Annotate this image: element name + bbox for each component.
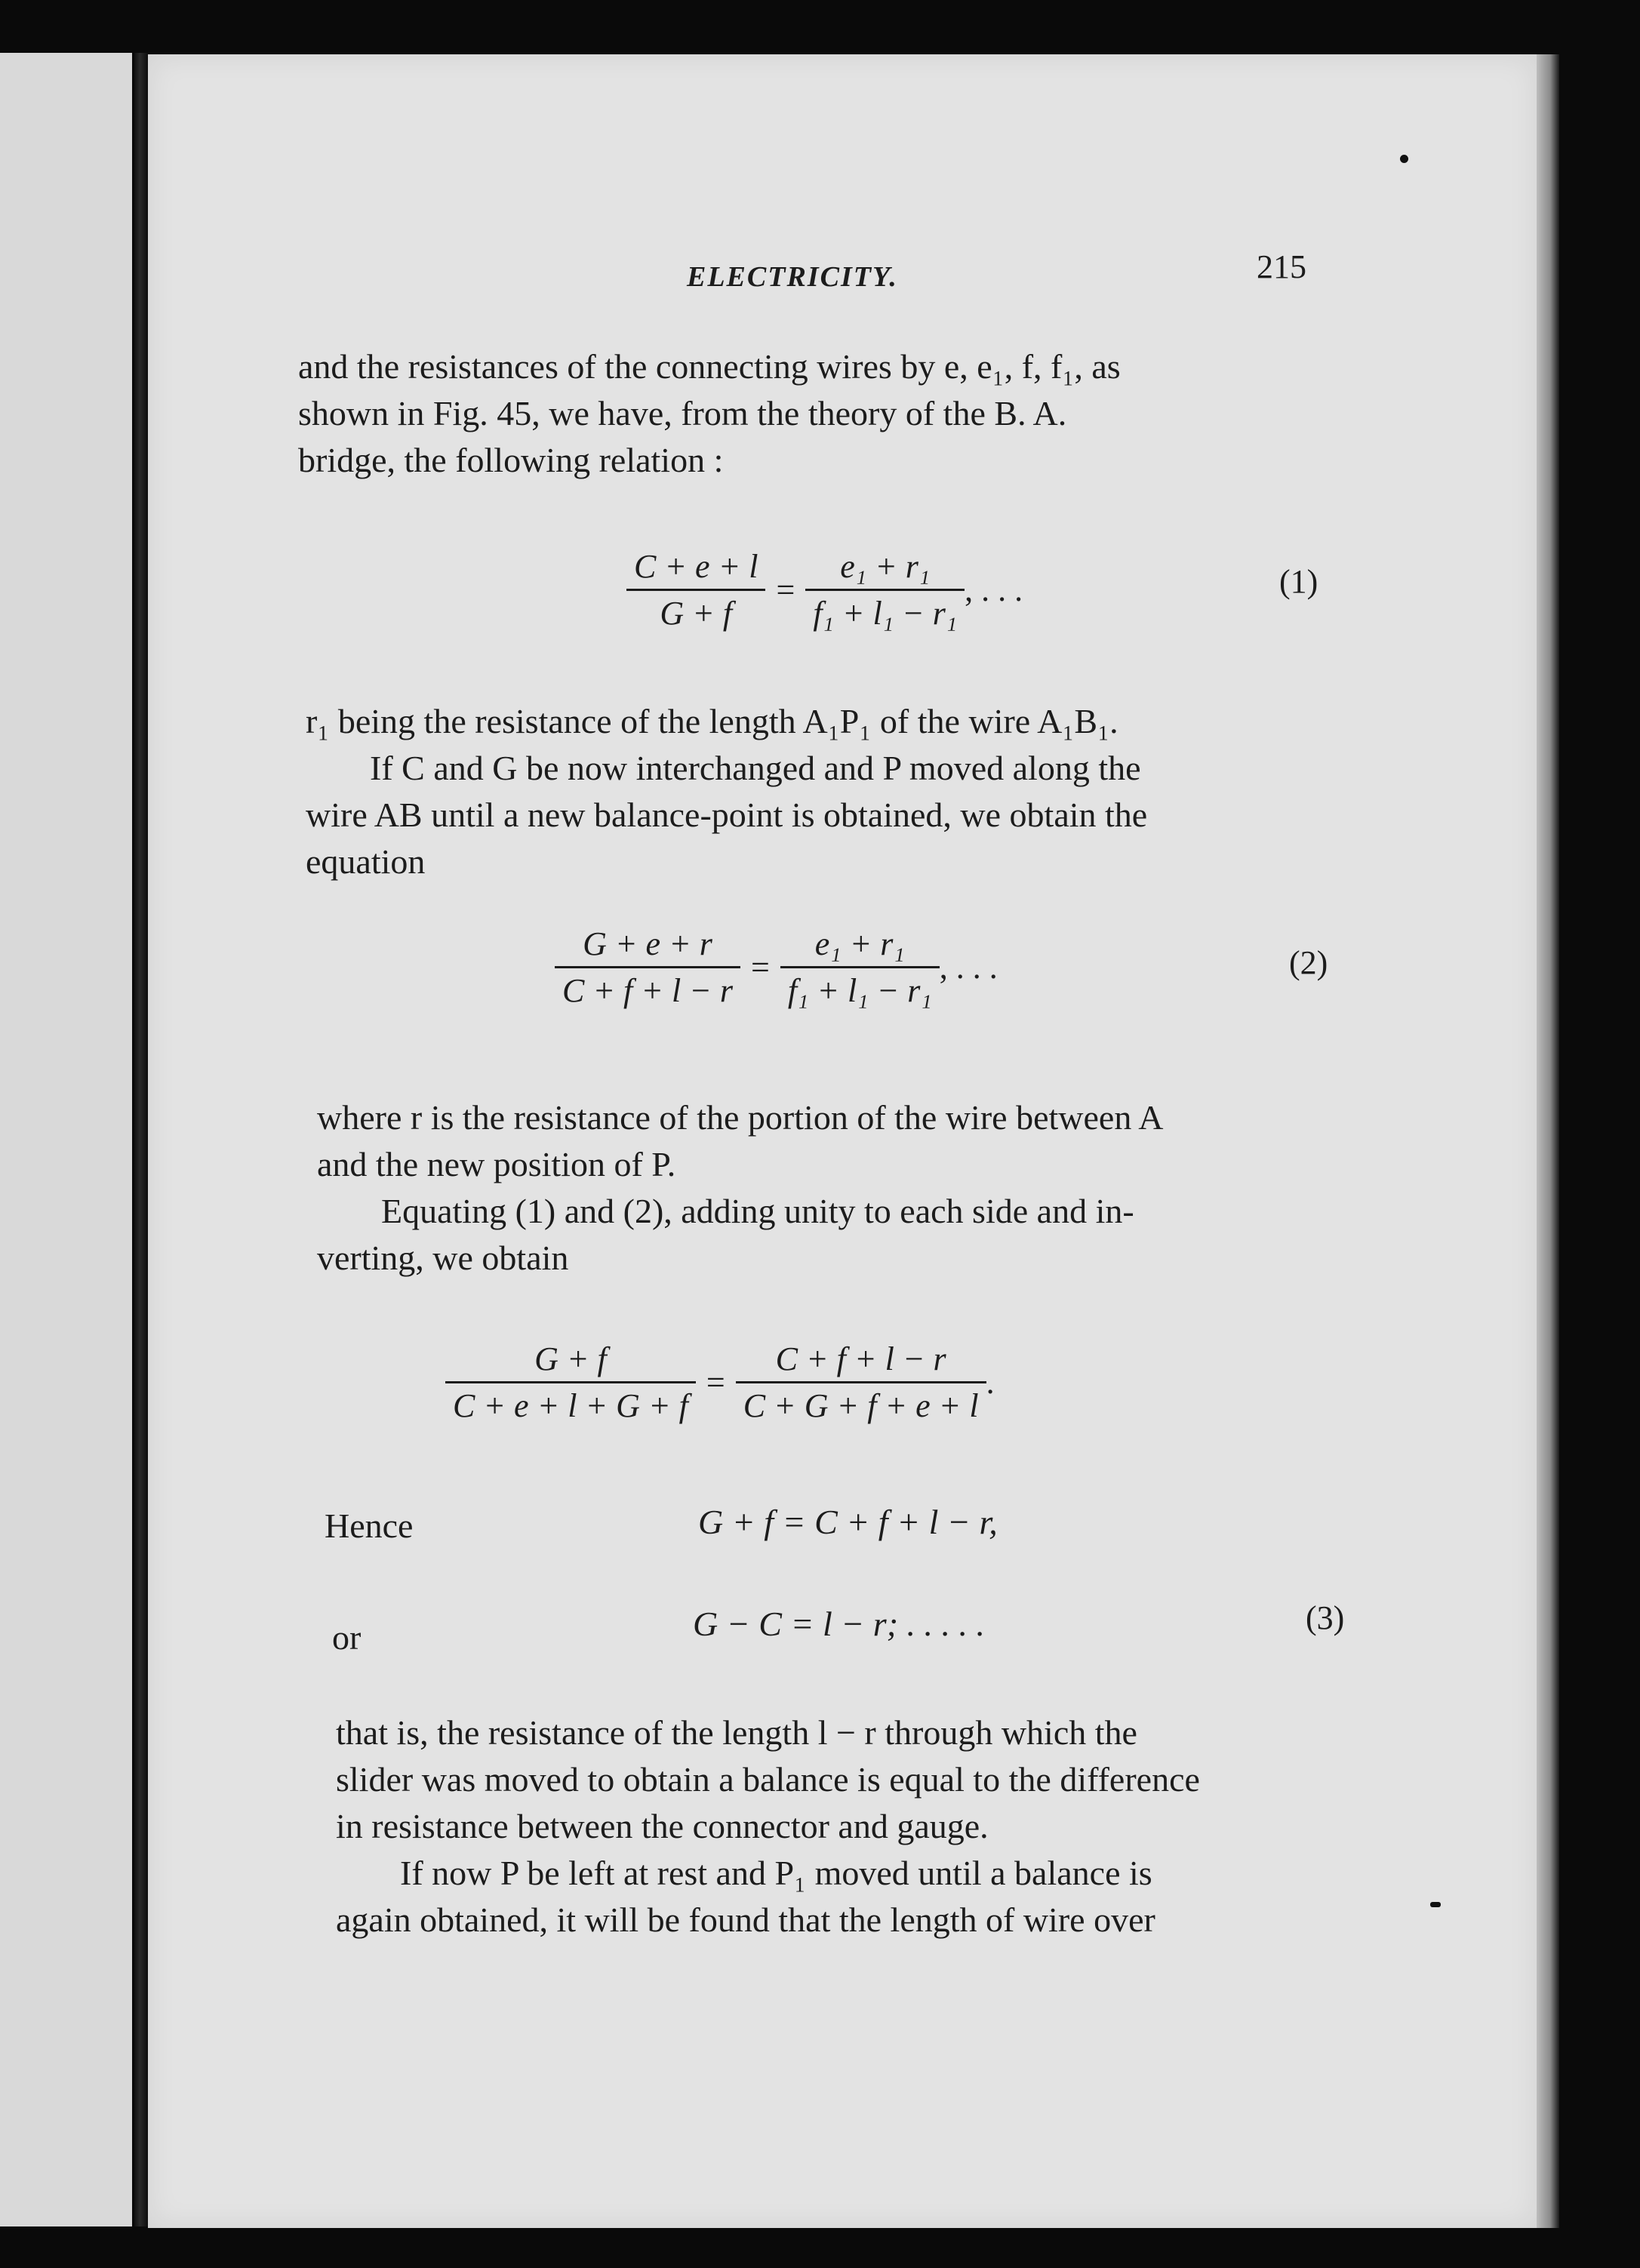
fraction-right — [805, 547, 965, 632]
denominator: f₁ + l₁ − r₁ — [787, 972, 932, 1009]
text-line: Equating (1) and (2), adding unity to each side and in- — [381, 1192, 1134, 1230]
denominator: C + f + l − r — [562, 972, 733, 1009]
numerator: G + f — [445, 1340, 696, 1383]
denominator: f₁ + l₁ − r₁ — [813, 595, 958, 632]
paragraph-intro — [298, 343, 1325, 484]
hence-equation: G + f = C + f + l − r, — [698, 1503, 998, 1541]
fraction-left — [445, 1340, 696, 1425]
fraction-left — [555, 925, 740, 1010]
equation-tail: , . . . — [965, 571, 1023, 608]
denominator: C + G + f + e + l — [743, 1387, 979, 1424]
text-line: verting, we obtain — [317, 1239, 569, 1277]
numerator: C + e + l — [626, 547, 765, 591]
running-header-title: ELECTRICITY. — [687, 261, 898, 293]
book-gutter — [134, 53, 148, 2226]
numerator: G + e + r — [555, 925, 740, 968]
equals-sign: = — [751, 949, 770, 986]
hence-label: Hence — [325, 1506, 414, 1545]
equation-2 — [555, 925, 998, 1010]
equation-1 — [626, 547, 1023, 632]
paragraph-body — [336, 1709, 1362, 1943]
equals-sign: = — [776, 571, 795, 608]
numerator: C + f + l − r — [736, 1340, 986, 1383]
text-line: again obtained, it will be found that the length of wire over — [336, 1900, 1155, 1939]
or-equation: G − C = l − r; . . . . . — [693, 1605, 986, 1643]
text-line: that is, the resistance of the length l − r through which the — [336, 1713, 1137, 1752]
text-line: r₁ being the resistance of the length A₁P₁ of the wire A₁B₁. — [306, 702, 1118, 740]
text-line: If now P be left at rest and P₁ moved until a balance is — [400, 1854, 1152, 1892]
equation-number: (3) — [1306, 1599, 1345, 1636]
denominator: C + e + l + G + f — [453, 1387, 688, 1424]
paragraph-body — [306, 698, 1332, 885]
speck-mark — [1430, 1902, 1441, 1907]
denominator: G + f — [660, 595, 733, 632]
equation-number: (1) — [1279, 563, 1318, 600]
text-line: wire AB until a new balance-point is obtained, we obtain the — [306, 795, 1148, 834]
page-edge-shadow — [1537, 54, 1559, 2228]
text-line: equation — [306, 842, 426, 881]
facing-page-edge — [0, 53, 132, 2226]
equation-tail: , . . . — [939, 949, 998, 986]
text-line: in resistance between the connector and gauge. — [336, 1807, 989, 1845]
numerator: e₁ + r₁ — [780, 925, 940, 968]
paragraph-body — [317, 1094, 1343, 1282]
text-line: shown in Fig. 45, we have, from the theory of the B. A. — [298, 394, 1067, 432]
fraction-left — [626, 547, 765, 632]
equation-3 — [445, 1340, 995, 1425]
page-number: 215 — [1257, 248, 1306, 285]
speck-mark — [1400, 155, 1408, 163]
text-line: bridge, the following relation : — [298, 441, 724, 479]
equals-sign: = — [706, 1364, 725, 1401]
numerator: e₁ + r₁ — [805, 547, 965, 591]
equation-number: (2) — [1289, 944, 1328, 981]
fraction-right — [780, 925, 940, 1010]
text-line: slider was moved to obtain a balance is equal to the difference — [336, 1760, 1200, 1799]
text-line: If C and G be now interchanged and P moved along the — [370, 749, 1141, 787]
fraction-right — [736, 1340, 986, 1425]
text-line: and the resistances of the connecting wires by e, e₁, f, f₁, as — [298, 347, 1121, 386]
text-line: where r is the resistance of the portion of the wire between A — [317, 1098, 1164, 1137]
equation-tail: . — [986, 1364, 995, 1401]
or-label: or — [332, 1618, 362, 1657]
text-line: and the new position of P. — [317, 1145, 676, 1183]
